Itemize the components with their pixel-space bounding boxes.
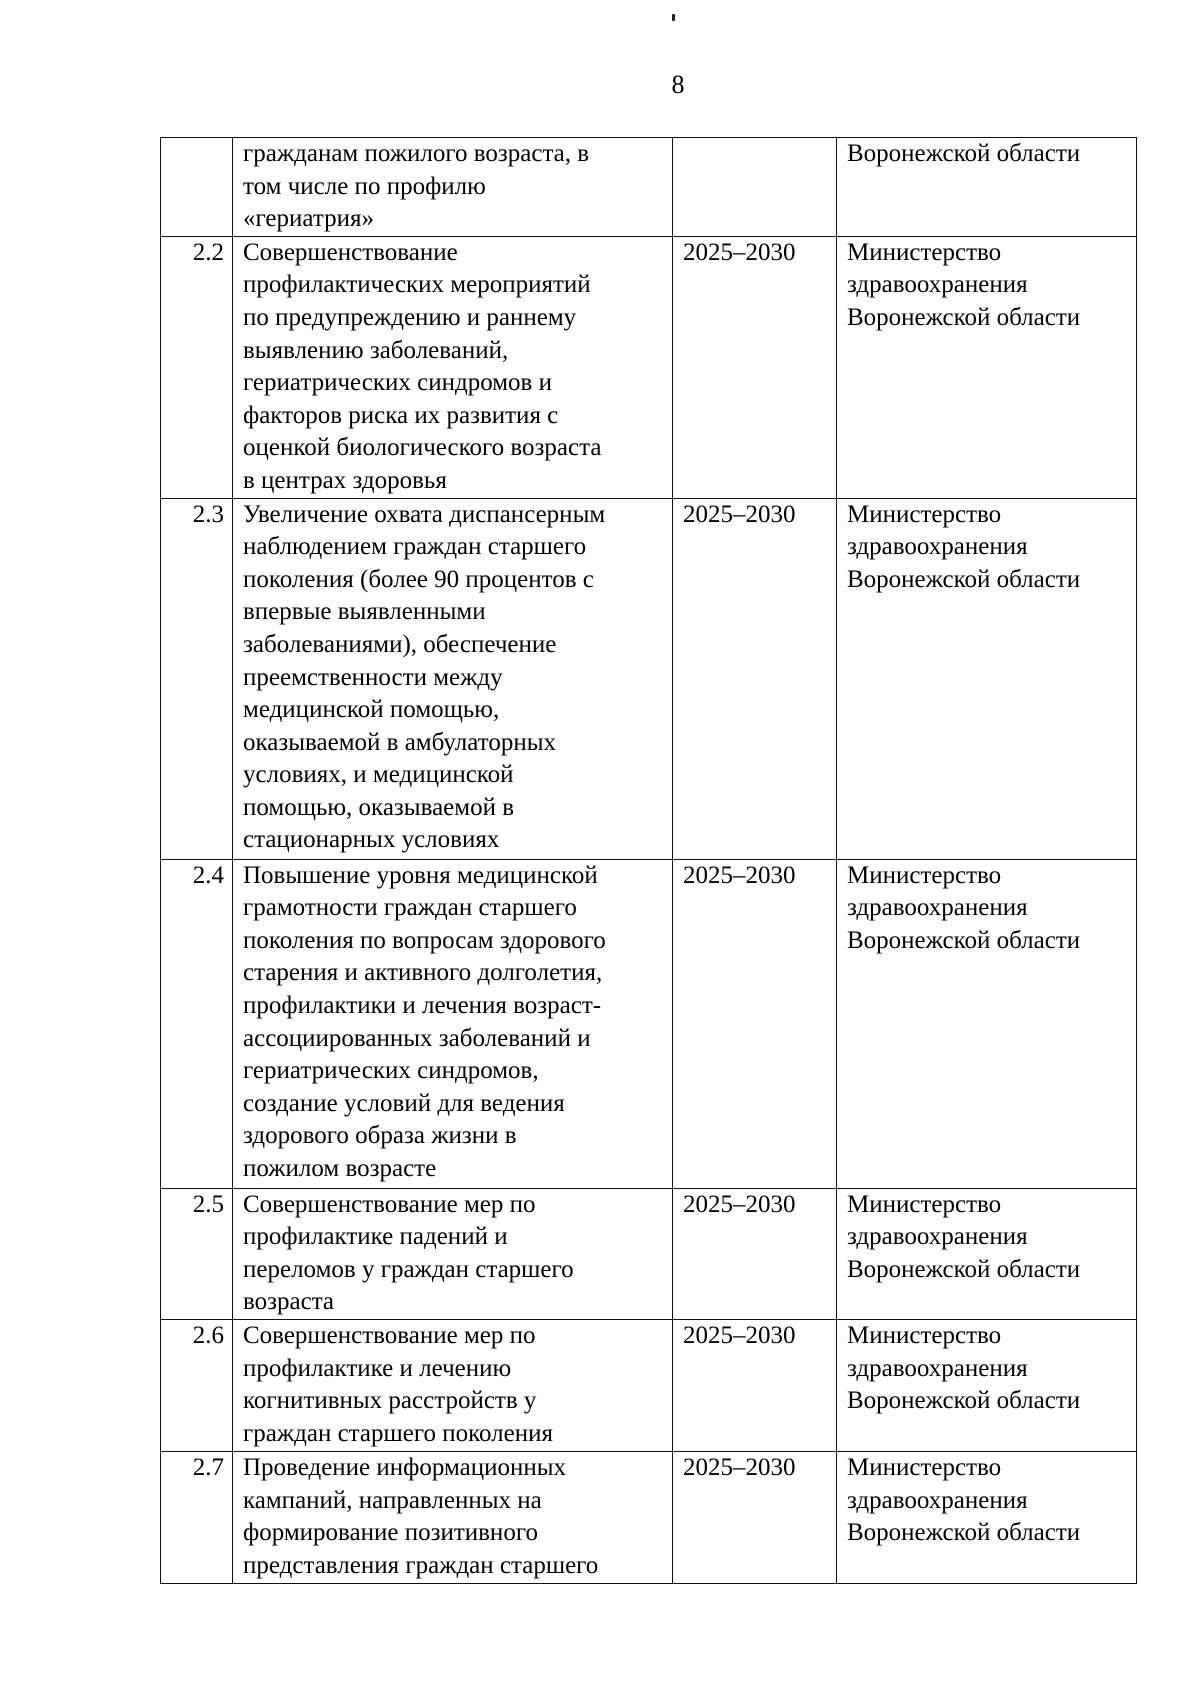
description-line: в центрах здоровья (243, 466, 447, 494)
responsible-executor (837, 859, 1137, 1188)
description-line: гериатрических синдромов и (243, 369, 552, 397)
description-line: Увеличение охвата диспансерным (243, 500, 606, 528)
responsible-line: здравоохранения (847, 271, 1028, 299)
responsible-executor (837, 1319, 1137, 1451)
description-line: пожилом возрасте (243, 1154, 437, 1182)
responsible-line: Министерство (847, 1190, 1002, 1218)
responsible-line: Воронежской области (847, 926, 1081, 954)
description-line: том числе по профилю (243, 172, 486, 200)
description-line: старения и активного долголетия, (243, 959, 603, 987)
description-line: когнитивных расстройств у (243, 1387, 537, 1415)
measure-description (233, 859, 673, 1188)
table-row (161, 859, 1137, 1188)
description-line: грамотности граждан старшего (243, 894, 577, 922)
period (673, 138, 837, 237)
measures-table (160, 137, 1137, 1584)
responsible-line: Воронежской области (847, 1519, 1081, 1547)
description-line: Совершенствование мер по (243, 1321, 536, 1349)
description-line: «гериатрия» (243, 205, 374, 233)
responsible-executor (837, 1188, 1137, 1319)
description-line: здорового образа жизни в (243, 1122, 517, 1150)
description-line: представления граждан старшего (243, 1551, 599, 1579)
description-line: Повышение уровня медицинской (243, 861, 598, 889)
description-line: поколения (более 90 процентов с (243, 565, 594, 593)
responsible-line: здравоохранения (847, 533, 1028, 561)
responsible-line: здравоохранения (847, 894, 1028, 922)
scan-speck (672, 14, 675, 21)
measure-description (233, 138, 673, 237)
row-number: 2.4 (161, 859, 233, 1188)
responsible-line: Воронежской области (847, 1387, 1081, 1415)
row-number: 2.2 (161, 236, 233, 498)
responsible-line: здравоохранения (847, 1486, 1028, 1514)
description-line: создание условий для ведения (243, 1089, 565, 1117)
responsible-line: Министерство (847, 500, 1002, 528)
description-line: поколения по вопросам здорового (243, 926, 606, 954)
measure-description (233, 1451, 673, 1583)
page-number (0, 70, 1200, 100)
description-line: выявлению заболеваний, (243, 336, 509, 364)
table-row (161, 1319, 1137, 1451)
period: 2025–2030 (673, 1451, 837, 1583)
period: 2025–2030 (673, 859, 837, 1188)
responsible-line: Министерство (847, 861, 1002, 889)
row-number (161, 138, 233, 237)
description-line: профилактики и лечения возраст- (243, 991, 602, 1019)
responsible-line: здравоохранения (847, 1354, 1028, 1382)
description-line: Проведение информационных (243, 1453, 567, 1481)
table-row (161, 138, 1137, 237)
description-line: медицинской помощью, (243, 696, 500, 724)
period: 2025–2030 (673, 1319, 837, 1451)
description-line: граждан старшего поколения (243, 1419, 553, 1447)
period: 2025–2030 (673, 498, 837, 859)
responsible-executor (837, 138, 1137, 237)
responsible-line: Министерство (847, 1453, 1002, 1481)
description-line: условиях, и медицинской (243, 761, 514, 789)
responsible-line: Министерство (847, 238, 1002, 266)
period: 2025–2030 (673, 1188, 837, 1319)
row-number: 2.5 (161, 1188, 233, 1319)
description-line: Совершенствование мер по (243, 1190, 536, 1218)
description-line: гериатрических синдромов, (243, 1057, 539, 1085)
description-line: профилактических мероприятий (243, 271, 591, 299)
description-line: оказываемой в амбулаторных (243, 728, 556, 756)
measure-description (233, 498, 673, 859)
description-line: заболеваниями), обеспечение (243, 630, 557, 658)
description-line: профилактике и лечению (243, 1354, 512, 1382)
responsible-executor (837, 1451, 1137, 1583)
description-line: наблюдением граждан старшего (243, 533, 587, 561)
description-line: профилактике падений и (243, 1223, 508, 1251)
page-number-text: 8 (671, 70, 685, 99)
responsible-executor (837, 236, 1137, 498)
description-line: факторов риска их развития с (243, 401, 559, 429)
responsible-line: Воронежской области (847, 303, 1081, 331)
measure-description (233, 1188, 673, 1319)
responsible-line: Воронежской области (847, 565, 1081, 593)
measure-description (233, 1319, 673, 1451)
table-row (161, 236, 1137, 498)
description-line: стационарных условиях (243, 826, 500, 854)
row-number: 2.6 (161, 1319, 233, 1451)
row-number: 2.3 (161, 498, 233, 859)
description-line: переломов у граждан старшего (243, 1255, 574, 1283)
description-line: преемственности между (243, 663, 503, 691)
description-line: формирование позитивного (243, 1519, 538, 1547)
period: 2025–2030 (673, 236, 837, 498)
description-line: впервые выявленными (243, 598, 486, 626)
description-line: ассоциированных заболеваний и (243, 1024, 591, 1052)
description-line: гражданам пожилого возраста, в (243, 140, 590, 167)
table-row (161, 1188, 1137, 1319)
responsible-executor (837, 498, 1137, 859)
responsible-line: Воронежской области (847, 1255, 1081, 1283)
table-row (161, 498, 1137, 859)
responsible-line: Министерство (847, 1321, 1002, 1349)
description-line: оценкой биологического возраста (243, 434, 602, 462)
description-line: помощью, оказываемой в (243, 793, 515, 821)
description-line: возраста (243, 1288, 335, 1316)
table-row (161, 1451, 1137, 1583)
responsible-line: Воронежской области (847, 140, 1081, 167)
measure-description (233, 236, 673, 498)
description-line: кампаний, направленных на (243, 1486, 542, 1514)
row-number: 2.7 (161, 1451, 233, 1583)
description-line: по предупреждению и раннему (243, 303, 577, 331)
responsible-line: здравоохранения (847, 1223, 1028, 1251)
description-line: Совершенствование (243, 238, 458, 266)
